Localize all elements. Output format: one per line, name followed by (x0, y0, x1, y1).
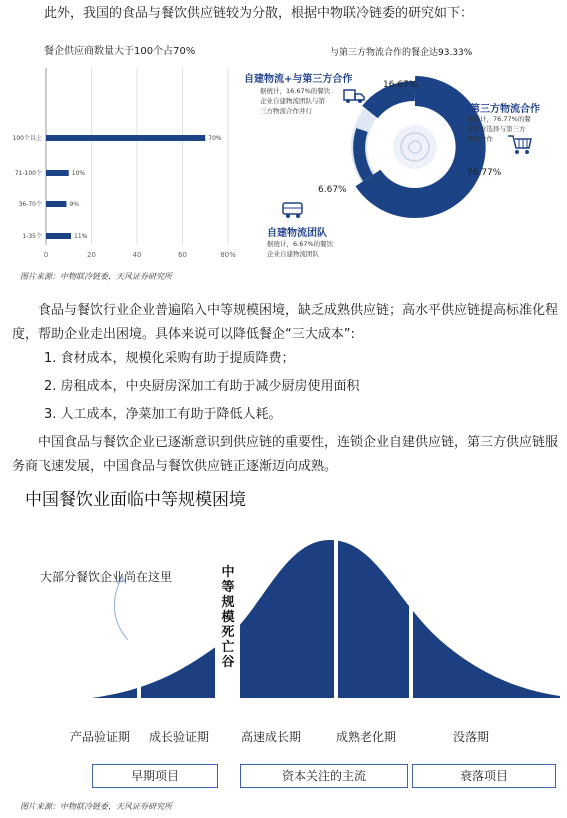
bar-value-label: 10% (71, 170, 86, 177)
bar (46, 135, 205, 141)
segment-self-built-label: 自建物流团队 (267, 228, 327, 239)
stage-label-5: 没落期 (453, 730, 490, 744)
supplier-count-bar-chart (6, 60, 246, 260)
bar (46, 170, 69, 176)
stage-label-1: 产品验证期 (70, 730, 131, 744)
bell-curve-diagram (0, 530, 567, 705)
bar-value-label: 9% (69, 201, 80, 208)
category-label: 36-70个 (18, 201, 42, 208)
van-icon (281, 200, 305, 220)
callout-arrow (114, 578, 128, 640)
source-note-2: 图片来源：中物联冷链委，天风证券研究所 (20, 802, 172, 811)
donut-segment-combined (370, 91, 415, 112)
curve-band-5 (413, 530, 563, 700)
bar-chart-title: 餐企供应商数量大于100个占70% (44, 46, 196, 57)
death-valley-label: 中等规模死亡谷 (221, 565, 235, 670)
curve-band-4 (338, 530, 409, 700)
donut-center-ring (393, 125, 437, 169)
segment-self-built-pct: 6.67% (318, 185, 347, 195)
category-label: 1-35个 (22, 233, 42, 240)
x-tick-label: 60 (178, 251, 187, 259)
segment-combined-pct: 16.67% (383, 80, 418, 90)
list-item-2: 2. 房租成本，中央厨房深加工有助于减少厨房使用面积 (44, 379, 360, 394)
segment-third-party-pct: 76.77% (467, 168, 502, 178)
stage-label-4: 成熟老化期 (336, 730, 397, 744)
callout-text: 大部分餐饮企业尚在这里 (40, 570, 173, 584)
x-tick-label: 40 (132, 251, 142, 259)
curve-band-1 (92, 530, 137, 700)
cart-icon (507, 133, 533, 155)
segment-combined-desc: 据统计，16.67%的餐饮 企业自建物流团队与第 三方物流合作并行 (260, 87, 331, 115)
stage-label-2: 成长验证期 (149, 730, 210, 744)
group-box-mainstream: 资本关注的主流 (240, 764, 408, 788)
segment-third-party-desc: 据统计，76.77%的餐 饮企业选择与第三方 物流合作 (467, 115, 531, 143)
list-item-3: 3. 人工成本，净菜加工有助于降低人耗。 (44, 407, 282, 422)
bar (46, 201, 66, 207)
category-label: 100个以上 (12, 135, 42, 142)
segment-combined-label: 自建物流+与第三方合作 (244, 74, 353, 85)
group-box-early: 早期项目 (92, 764, 218, 788)
x-tick-label: 20 (87, 251, 96, 259)
bar (46, 233, 71, 239)
intro-text: 此外，我国的食品与餐饮供应链较为分散，根据中物联冷链委的研究如下： (44, 6, 474, 21)
stage-label-3: 高速成长期 (241, 730, 302, 744)
group-box-decline: 衰落项目 (412, 764, 556, 788)
conclusion-paragraph: 中国食品与餐饮企业已逐渐意识到供应链的重要性，连锁企业自建供应链，第三方供应链服务商飞速发展，中国食品与餐饮供应链正逐渐迈向成熟。 (12, 435, 559, 474)
list-item-1: 1. 食材成本，规模化采购有助于提质降费； (44, 351, 295, 366)
bar-value-label: 11% (74, 233, 88, 240)
bar-value-label: 70% (208, 135, 222, 142)
segment-third-party-label: 与第三方物流合作 (460, 104, 540, 115)
diagram-title: 中国餐饮业面临中等规模困境 (25, 490, 246, 510)
segment-self-built-desc: 据统计，6.67%的餐饮 企业自建物流团队 (267, 240, 334, 258)
curve-band-3 (240, 530, 334, 700)
donut-title: 与第三方物流合作的餐企达93.33% (330, 48, 473, 58)
truck-loading-icon (342, 88, 366, 104)
x-tick-label: 80% (220, 251, 236, 259)
source-note-1: 图片来源：中物联冷链委，天风证券研究所 (20, 272, 172, 281)
category-label: 71-100个 (14, 170, 42, 177)
main-paragraph: 食品与餐饮行业企业普遍陷入中等规模困境，缺乏成熟供应链；高水平供应链提高标准化程度，帮助企业走出困境。具体来说可以降低餐企“三大成本”: (12, 303, 559, 342)
curve-band-2 (141, 530, 215, 700)
x-tick-label: 0 (43, 251, 49, 259)
